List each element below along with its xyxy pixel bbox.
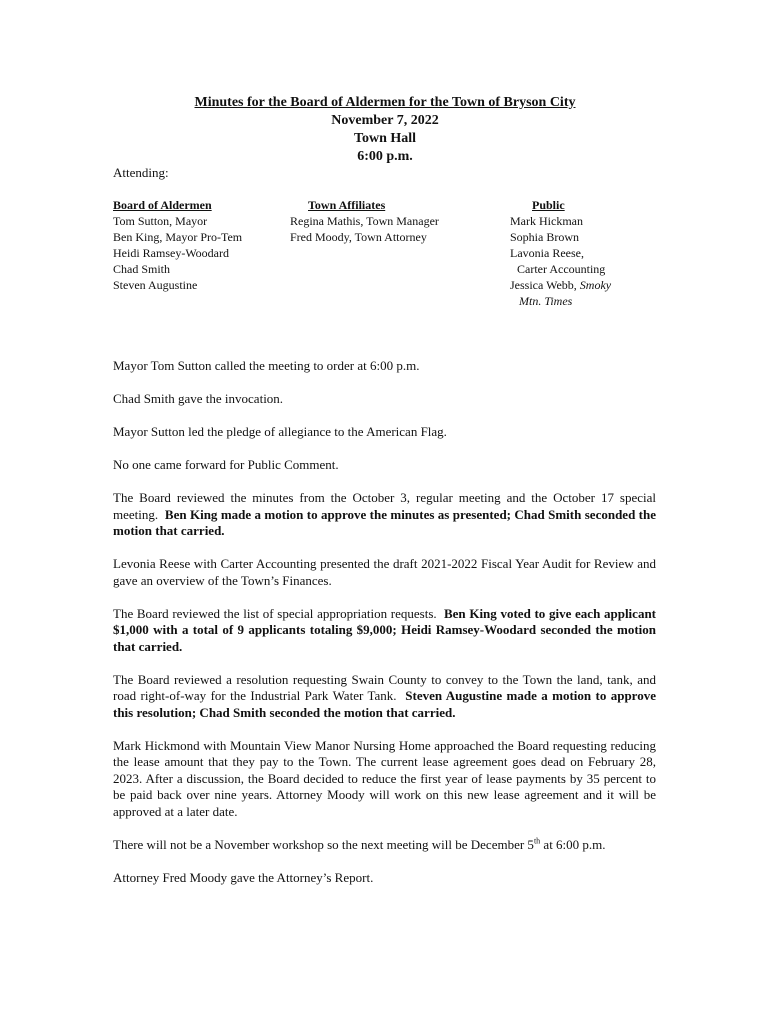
paragraph-text: The Board reviewed the list of special appropriation requests. (113, 605, 437, 621)
public-heading: Public (532, 198, 565, 212)
ordinal-suffix: th (533, 836, 541, 846)
paragraph: Levonia Reese with Carter Accounting presented the draft 2021-2022 Fiscal Year Audit for Review and gave an overview of the Town’s Finances. (113, 556, 656, 588)
paragraph-text: at 6:00 p.m. (540, 836, 606, 852)
attendee-affiliation (510, 293, 660, 309)
attendee-name: Heidi Ramsey-Woodard (113, 246, 230, 260)
attendee-name: Tom Sutton, Mayor (113, 214, 208, 228)
attendee-name: Lavonia Reese, (510, 246, 584, 260)
paragraph (113, 490, 656, 540)
attendee-name: Mark Hickman (510, 214, 583, 228)
paragraph: Mayor Sutton led the pledge of allegiance to the American Flag. (113, 424, 447, 439)
attendee-name: Fred Moody, Town Attorney (290, 230, 427, 244)
paragraph: Mayor Tom Sutton called the meeting to order at 6:00 p.m. (113, 358, 420, 373)
attendee-name: Sophia Brown (510, 230, 579, 244)
paragraph (113, 672, 656, 722)
document-title: Minutes for the Board of Aldermen for the Town of Bryson City (194, 95, 576, 110)
paragraph: Chad Smith gave the invocation. (113, 391, 284, 406)
paragraph (113, 837, 656, 854)
paragraph-text: There will not be a November workshop so the next meeting will be December 5 (113, 836, 534, 852)
attendee-affiliation: Carter Accounting (517, 262, 606, 276)
paragraph: Attorney Fred Moody gave the Attorney’s Report. (113, 869, 374, 885)
meeting-location: Town Hall (353, 131, 417, 146)
attendee-affiliation: Smoky (579, 278, 612, 292)
meeting-date: November 7, 2022 (331, 113, 439, 128)
affiliates-heading: Town Affiliates (308, 198, 386, 212)
attendee-name: Chad Smith (113, 262, 171, 276)
minutes-body (113, 358, 656, 903)
paragraph (113, 606, 656, 656)
aldermen-heading: Board of Aldermen (113, 198, 212, 212)
affiliates-column (290, 197, 470, 245)
attendee-name: Regina Mathis, Town Manager (290, 214, 439, 228)
motion-text: Ben King voted to give each applicant $1,000 with a total of 9 applicants totaling $9,000; Heidi Ramsey-Woodard seconded the motion that carried. (113, 605, 656, 654)
attendee-name (510, 277, 660, 293)
aldermen-column (113, 197, 283, 293)
attendee-name: Steven Augustine (113, 278, 198, 292)
motion-text: Steven Augustine made a motion to approve this resolution; Chad Smith seconded the motion that carried. (113, 688, 656, 720)
paragraph-text: The Board reviewed the minutes from the October 3, regular meeting and the October 17 special meeting. (113, 490, 656, 522)
attending-label: Attending: (113, 165, 169, 180)
motion-text: Ben King made a motion to approve the minutes as presented; Chad Smith seconded the motion that carried. (113, 506, 657, 538)
attendee-name: Ben King, Mayor Pro-Tem (113, 230, 243, 244)
attendee-name-text: Jessica Webb, (510, 278, 580, 292)
attendee-affiliation-text: Mtn. Times (519, 294, 573, 308)
paragraph-text: The Board reviewed a resolution requesting Swain County to convey to the Town the land, tank, and road right-of-way for the Industrial Park Water Tank. (113, 671, 656, 703)
paragraph: No one came forward for Public Comment. (113, 457, 339, 472)
paragraph: Mark Hickmond with Mountain View Manor Nursing Home approached the Board requesting reducing the lease amount that they pay to the Town. The current lease agreement goes dead on February 28, 2023. After a discussion, the Board decided to reduce the first year of lease payments by 35 percent to be paid back over nine years. Attorney Moody will work on this new lease agreement and it will be approved at a later date. (113, 737, 656, 819)
public-column (510, 197, 660, 309)
meeting-time: 6:00 p.m. (357, 149, 413, 164)
minutes-header (0, 94, 770, 166)
